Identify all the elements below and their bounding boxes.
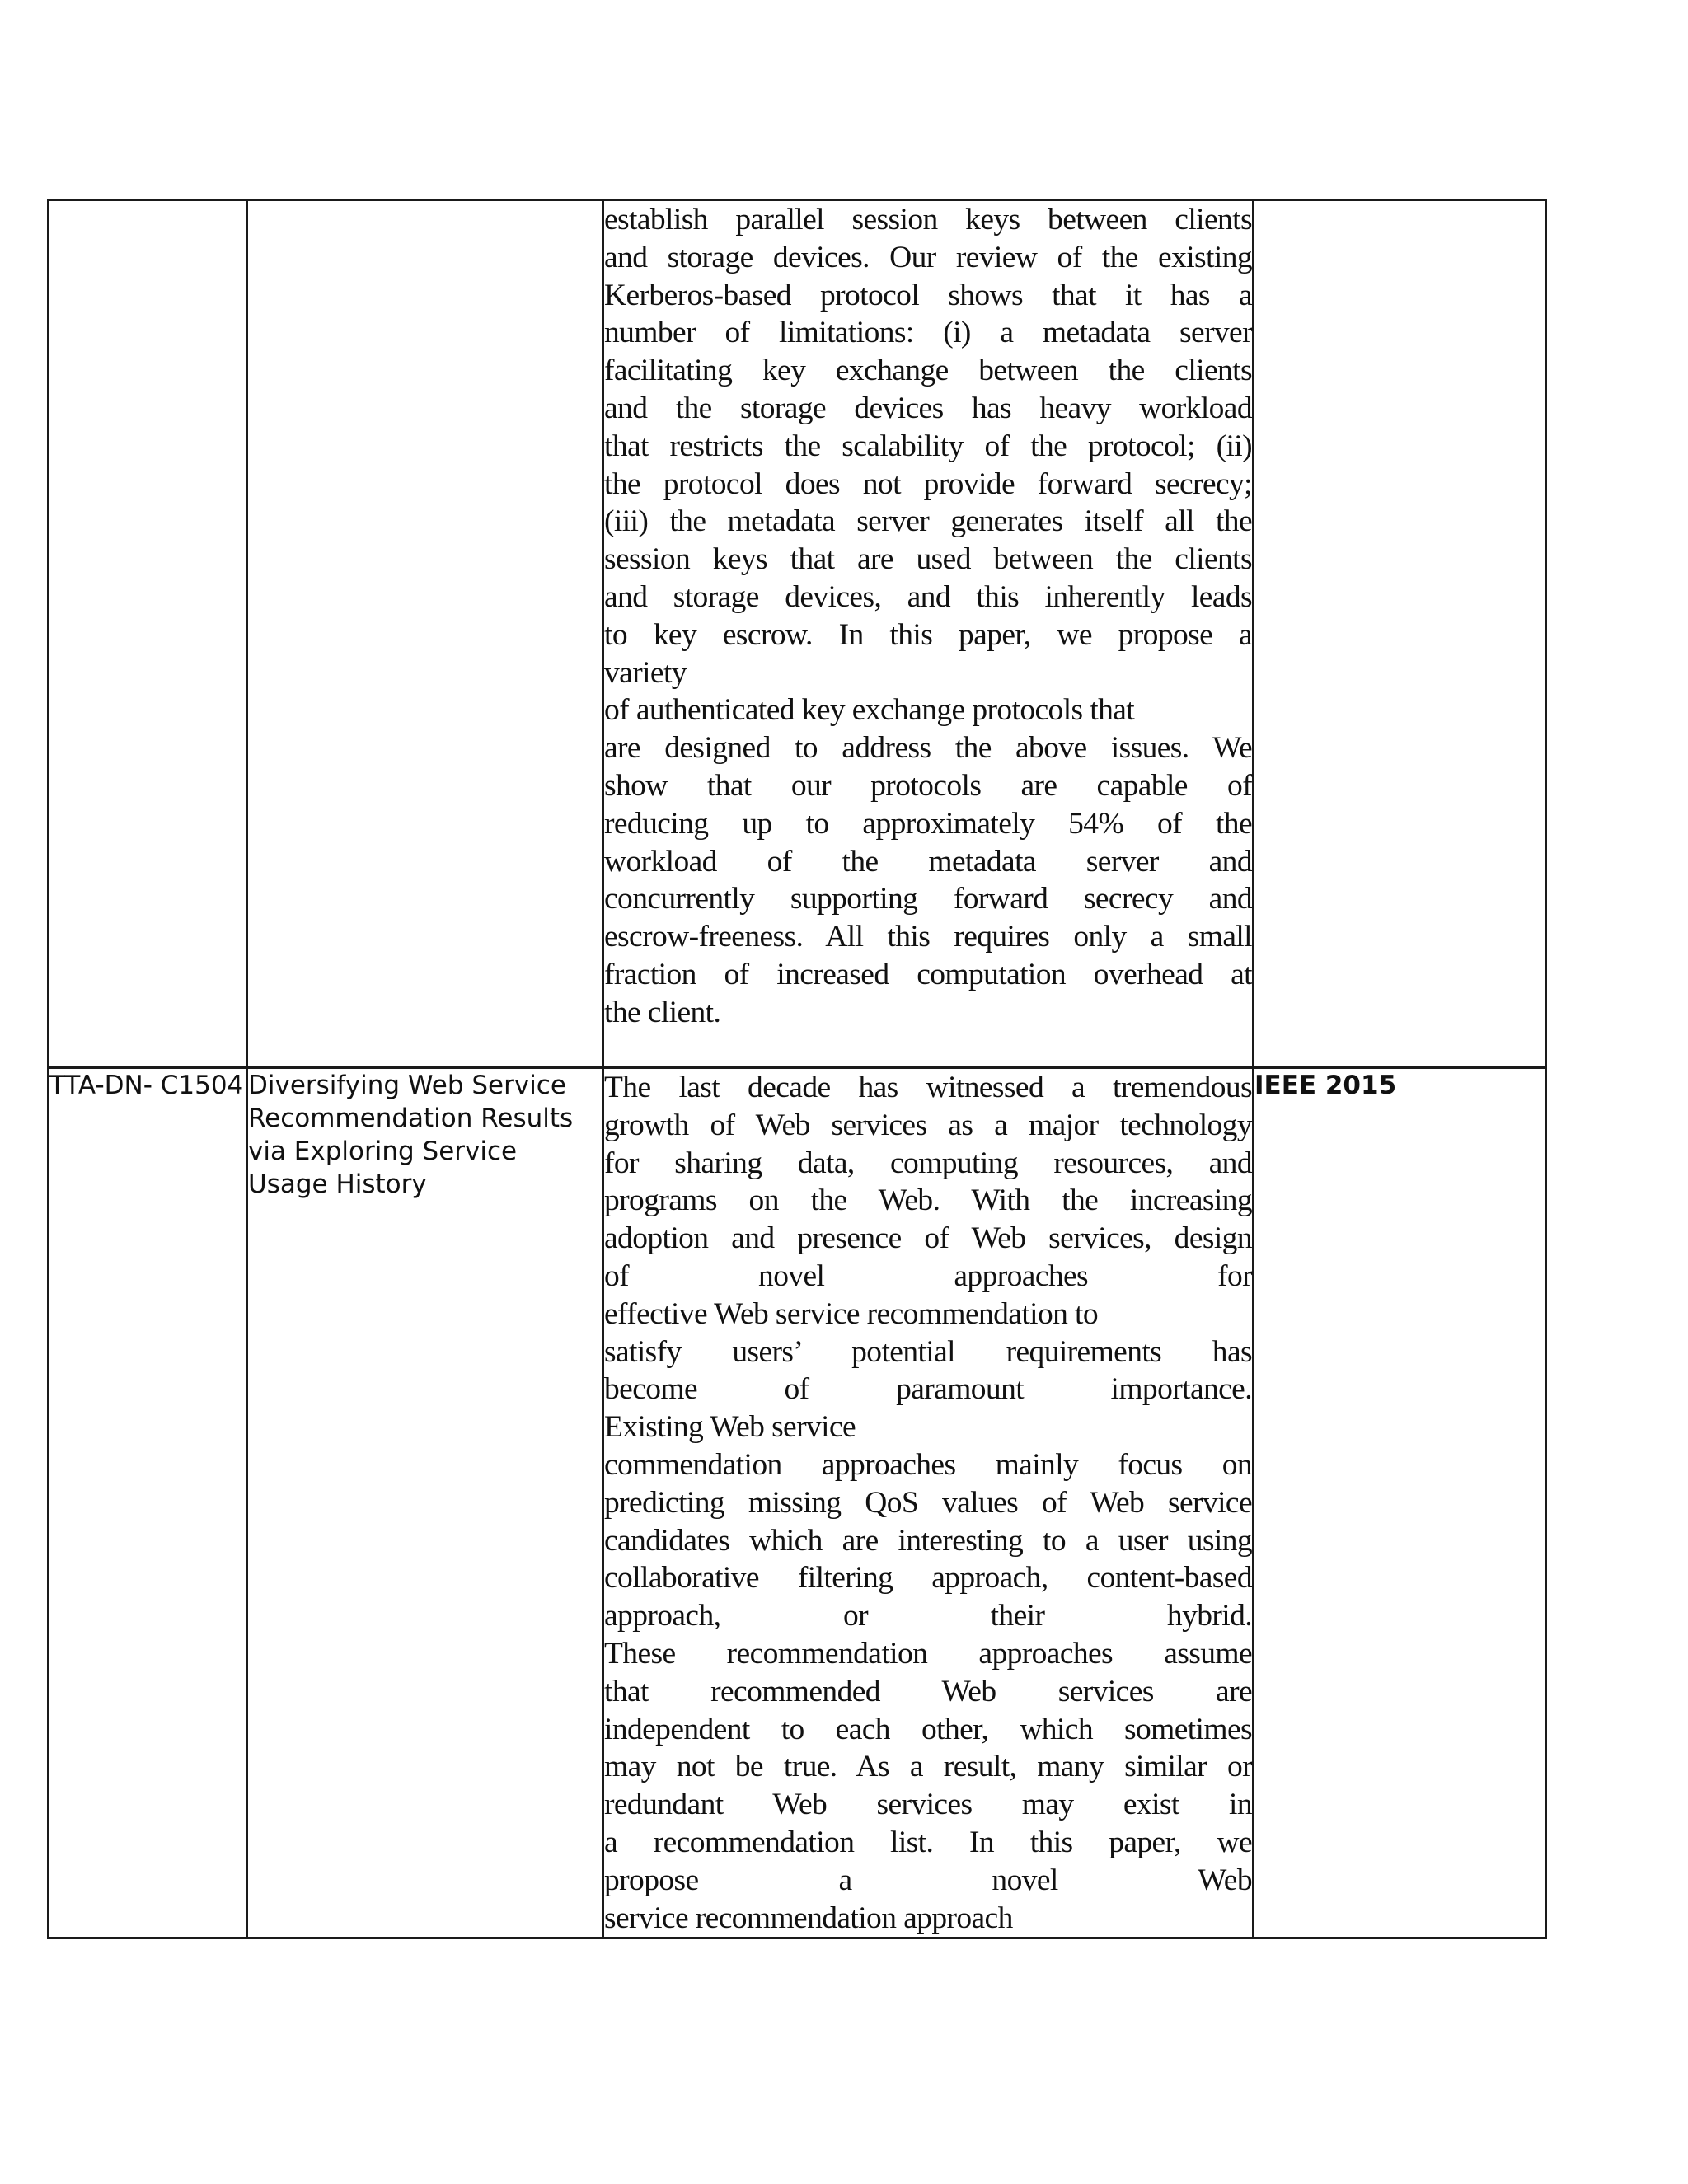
abstract-line: may not be true. As a result, many similar or — [604, 1750, 1252, 1784]
abstract-line: growth of Web services as a major technology — [604, 1108, 1252, 1142]
abstract-line: establish parallel session keys between clients — [604, 203, 1252, 237]
abstract-text — [604, 1069, 1252, 1937]
abstract-text — [604, 201, 1252, 1032]
table-row — [49, 1068, 1546, 1938]
abstract-line: collaborative filtering approach, content-based — [604, 1561, 1252, 1596]
abstract-line: are designed to address the above issues. We — [604, 731, 1252, 766]
abstract-line: session keys that are used between the clients — [604, 542, 1252, 577]
abstract-line: concurrently supporting forward secrecy and — [604, 882, 1252, 916]
abstract-line: for sharing data, computing resources, and — [604, 1146, 1252, 1180]
abstract-line: number of limitations: (i) a metadata server — [604, 316, 1252, 350]
project-id-cell — [49, 1068, 247, 1938]
project-id: TTA-DN- C1504 — [49, 1071, 244, 1100]
abstract-line: propose a novel Web — [604, 1863, 1252, 1897]
abstract-line: predicting missing QoS values of Web service — [604, 1485, 1252, 1520]
project-title-cell — [247, 1068, 603, 1938]
abstract-line: These recommendation approaches assume — [604, 1636, 1252, 1671]
project-table — [47, 199, 1547, 1939]
abstract-line: and storage devices, and this inherently leads — [604, 579, 1252, 614]
abstract-line: Kerberos-based protocol shows that it has a — [604, 278, 1252, 312]
abstract-line: independent to each other, which sometimes — [604, 1712, 1252, 1746]
abstract-line: and storage devices. Our review of the existing — [604, 240, 1252, 274]
abstract-line: and the storage devices has heavy workload — [604, 391, 1252, 425]
project-title-cell — [247, 200, 603, 1068]
abstract-cell — [603, 1068, 1254, 1938]
abstract-line: The last decade has witnessed a tremendous — [604, 1071, 1252, 1104]
abstract-line: that restricts the scalability of the protocol; (ii) — [604, 429, 1252, 463]
abstract-line: commendation approaches mainly focus on — [604, 1447, 1252, 1482]
project-id-cell — [49, 200, 247, 1068]
abstract-line: escrow-freeness. All this requires only a small — [604, 920, 1252, 954]
abstract-line: satisfy users’ potential requirements has — [604, 1334, 1252, 1369]
abstract-line: fraction of increased computation overhead at — [604, 957, 1252, 991]
abstract-line: that recommended Web services are — [604, 1674, 1252, 1708]
project-title: Diversifying Web Service Recommendation Results via Exploring Service Usage History — [248, 1071, 574, 1199]
abstract-line: programs on the Web. With the increasing — [604, 1183, 1252, 1218]
abstract-line: reducing up to approximately 54% of the — [604, 806, 1252, 841]
abstract-line: of authenticated key exchange protocols that — [604, 693, 1135, 728]
abstract-line: approach, or their hybrid. — [604, 1599, 1252, 1633]
abstract-line: facilitating key exchange between the clients — [604, 354, 1252, 388]
abstract-line: a recommendation list. In this paper, we — [604, 1825, 1252, 1859]
table-row — [49, 200, 1546, 1068]
publication-year: IEEE 2015 — [1254, 1071, 1397, 1100]
abstract-line: to key escrow. In this paper, we propose a — [604, 617, 1252, 652]
abstract-line: service recommendation approach — [604, 1900, 1013, 1935]
year-cell — [1254, 1068, 1546, 1938]
abstract-line: show that our protocols are capable of — [604, 768, 1252, 803]
abstract-line: workload of the metadata server and — [604, 844, 1252, 879]
abstract-line: effective Web service recommendation to — [604, 1296, 1099, 1331]
abstract-line: the client. — [604, 995, 721, 1029]
abstract-line: adoption and presence of Web services, design — [604, 1221, 1252, 1256]
abstract-line: variety — [604, 655, 687, 690]
year-cell — [1254, 200, 1546, 1068]
abstract-cell — [603, 200, 1254, 1068]
abstract-line: (iii) the metadata server generates itself all the — [604, 504, 1252, 539]
abstract-line: redundant Web services may exist in — [604, 1788, 1252, 1822]
abstract-line: Existing Web service — [604, 1410, 856, 1445]
abstract-line: become of paramount importance. — [604, 1372, 1252, 1407]
abstract-line: candidates which are interesting to a user using — [604, 1523, 1252, 1558]
abstract-line: the protocol does not provide forward secrecy; — [604, 466, 1252, 501]
abstract-line: of novel approaches for — [604, 1258, 1252, 1293]
